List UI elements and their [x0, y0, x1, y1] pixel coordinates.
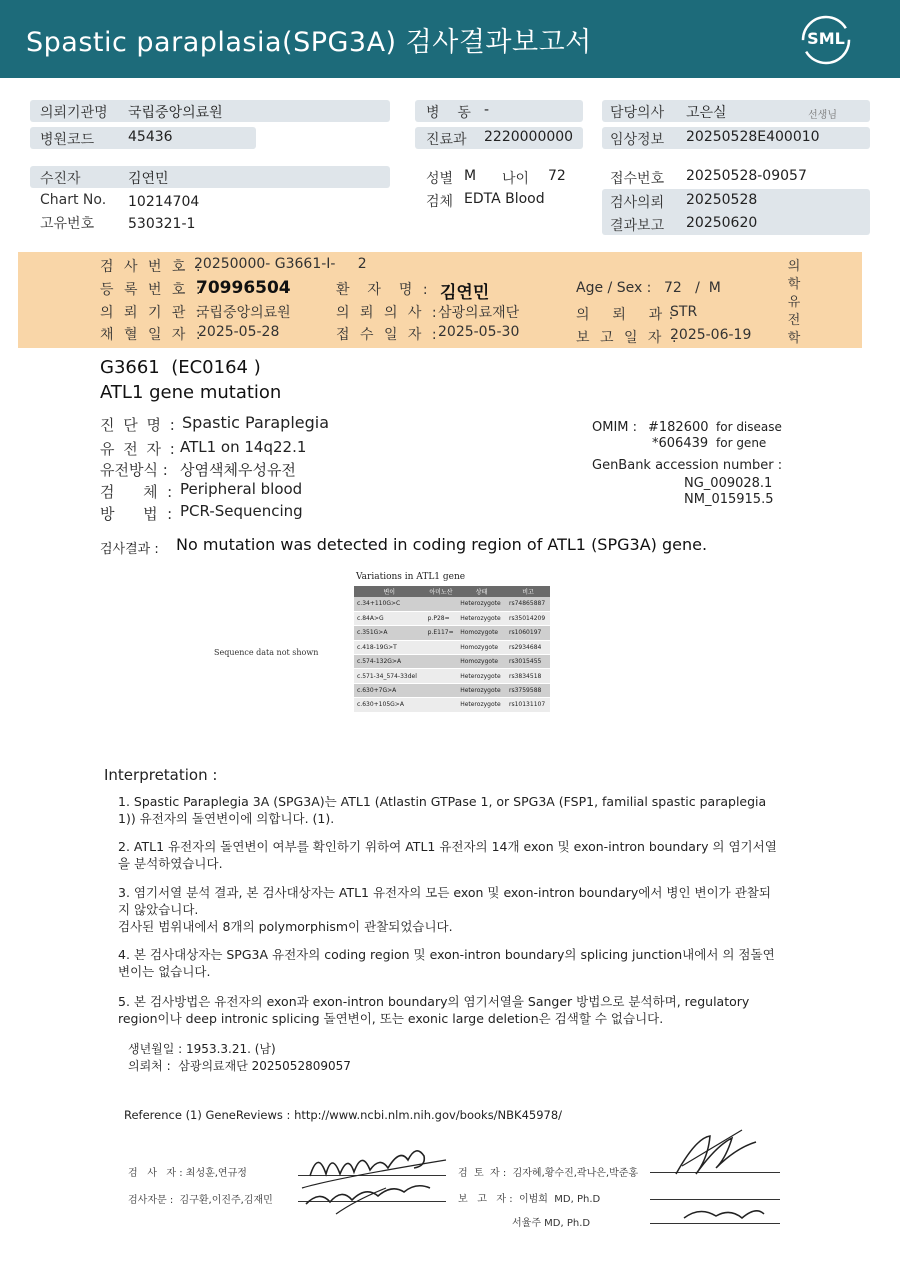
- variations-table: [354, 586, 550, 713]
- interpretation-p5: 5. 본 검사방법은 유전자의 exon과 exon-intron boundary의 염기서열을 Sanger 방법으로 분석하며, regulatory region이나 deep intronic splicing 돌연변이, 또는 exonic large deletion은 검색할 수 없습니다.: [118, 994, 750, 1026]
- amino-cell: p.P28=: [425, 611, 458, 625]
- band-test-no-label: 검 사 번 호 :: [100, 259, 204, 275]
- result-report-label: 결과보고: [610, 218, 665, 234]
- test-request-value: 20250528: [686, 192, 758, 208]
- requester-value: 국립중앙의료원: [128, 105, 223, 121]
- gene-label: 유 전 자 :: [100, 440, 177, 458]
- status-cell: Homozygote: [457, 655, 506, 669]
- report-title: Spastic paraplasia(SPG3A) 검사결과보고서: [26, 27, 592, 58]
- omim-disease: #182600: [648, 420, 709, 435]
- interpretation-heading: Interpretation :: [104, 766, 218, 784]
- band-inst: 국립중앙의료원: [196, 305, 291, 321]
- band-patient: 김연민: [440, 283, 490, 303]
- omim-disease-note: for disease: [716, 420, 782, 434]
- unique-label: 고유번호: [40, 216, 95, 232]
- band-receipt-label: 접 수 일 자 :: [336, 327, 440, 343]
- interpretation-p2: 2. ATL1 유전자의 돌연변이 여부를 확인하기 위하여 ATL1 유전자의 14개 exon 및 exon-intron boundary 의 염기서열을 분석하였습니다.: [118, 839, 777, 871]
- ward-label: 병 동: [426, 105, 471, 121]
- sml-logo: [800, 14, 852, 66]
- ward-value: -: [484, 102, 490, 118]
- dept-label: 진료과: [426, 132, 467, 148]
- status-cell: Heterozygote: [457, 698, 506, 712]
- amino-cell: [425, 683, 458, 697]
- omim-label: OMIM :: [592, 420, 638, 435]
- birth-date: 생년월일 : 1953.3.21. (남): [128, 1042, 276, 1056]
- amino-cell: [425, 669, 458, 683]
- hospital-code-label: 병원코드: [40, 132, 95, 148]
- receipt-label: 접수번호: [610, 171, 665, 187]
- variations-title: Variations in ATL1 gene: [356, 572, 466, 582]
- sequence-note: Sequence data not shown: [214, 648, 319, 657]
- unique-value: 530321-1: [128, 216, 196, 232]
- col-amino-acid: 아미노산: [425, 586, 458, 597]
- reference: Reference (1) GeneReviews : http://www.ncbi.nlm.nih.gov/books/NBK45978/: [124, 1108, 563, 1122]
- band-age-sex: 72 / M: [664, 280, 721, 296]
- reviewer-signature: [646, 1118, 786, 1230]
- band-age-sex-label: Age / Sex :: [576, 280, 652, 296]
- sex-label: 성별: [426, 171, 454, 187]
- amino-cell: [425, 640, 458, 654]
- tester: 검 사 자 : 최성훈,연규정: [128, 1168, 247, 1179]
- note-cell: rs3834518: [506, 669, 550, 683]
- interpretation-p3: 3. 염기서열 분석 결과, 본 검사대상자는 ATL1 유전자의 모든 exon 및 exon-intron boundary에서 병인 변이가 관찰되지 않았습니다.: [118, 885, 771, 917]
- logo-text: SML: [807, 29, 845, 48]
- requester-label: 의뢰기관명: [40, 105, 108, 121]
- note-cell: rs2934684: [506, 640, 550, 654]
- note-cell: rs10131107: [506, 698, 550, 712]
- patient-label: 수진자: [40, 171, 81, 187]
- amino-cell: p.E117=: [425, 626, 458, 640]
- receipt-value: 20250528-09057: [686, 168, 807, 184]
- band-patient-label: 환 자 명 :: [336, 282, 431, 298]
- result-text: No mutation was detected in coding region of ATL1 (SPG3A) gene.: [176, 535, 708, 554]
- reporter: 보 고 자 : 이범희 MD, Ph.D: [458, 1194, 601, 1205]
- referral-source: 의뢰처 : 삼광의료재단 2025052809057: [128, 1059, 351, 1073]
- method-label: 방 법 :: [100, 505, 173, 523]
- report-code: G3661 (EC0164 ): [100, 357, 261, 378]
- variant-cell: c.630+7G>A: [354, 683, 425, 697]
- age-value: 72: [548, 168, 566, 184]
- diagnosis-value: Spastic Paraplegia: [182, 413, 330, 432]
- variant-cell: c.571-34_574-33del: [354, 669, 425, 683]
- doctor-label: 담당의사: [610, 105, 665, 121]
- band-dept: STR: [670, 304, 698, 320]
- specimen-value: EDTA Blood: [464, 191, 545, 207]
- amino-cell: [425, 597, 458, 611]
- amino-cell: [425, 698, 458, 712]
- doctor-suffix: 선생님: [808, 110, 837, 121]
- band-doctor: 삼광의료재단: [438, 305, 520, 321]
- band-inst-label: 의 뢰 기 관 :: [100, 305, 204, 321]
- variant-cell: c.630+105G>A: [354, 698, 425, 712]
- variations-header-row: [354, 586, 550, 597]
- band-collect: 2025-05-28: [198, 324, 280, 340]
- table-row: [354, 669, 550, 683]
- variant-cell: c.418-19G>T: [354, 640, 425, 654]
- sex-value: M: [464, 168, 477, 184]
- band-dept-label: 의 뢰 과 :: [576, 307, 675, 323]
- age-label: 나이: [502, 171, 530, 187]
- col-status: 상태: [457, 586, 506, 597]
- advisor: 검사자문 : 김구환,이진주,김재민: [128, 1195, 273, 1206]
- result-label: 검사결과 :: [100, 542, 159, 557]
- note-cell: rs3015455: [506, 655, 550, 669]
- specimen-label-2: 검 체 :: [100, 483, 173, 501]
- inheritance-value: 상염색체우성유전: [180, 461, 296, 479]
- test-request-label: 검사의뢰: [610, 195, 665, 211]
- dept-vertical-label: 의학유전학: [787, 259, 801, 346]
- band-receipt: 2025-05-30: [438, 324, 520, 340]
- specimen-value-2: Peripheral blood: [180, 480, 303, 498]
- diagnosis-label: 진 단 명 :: [100, 416, 177, 434]
- variant-cell: c.574-132G>A: [354, 655, 425, 669]
- clinical-label: 임상정보: [610, 132, 665, 148]
- amino-cell: [425, 655, 458, 669]
- tester-signature: [296, 1130, 456, 1220]
- band-reg-no-label: 등 록 번 호 :: [100, 282, 204, 298]
- table-row: [354, 655, 550, 669]
- genbank-ng: NG_009028.1: [684, 476, 773, 491]
- inheritance-label: 유전방식 :: [100, 461, 168, 479]
- variant-cell: c.84A>G: [354, 611, 425, 625]
- dept-value: 2220000000: [484, 129, 574, 145]
- method-value: PCR-Sequencing: [180, 502, 303, 520]
- status-cell: Homozygote: [457, 640, 506, 654]
- hospital-code-value: 45436: [128, 129, 173, 145]
- variant-cell: c.351G>A: [354, 626, 425, 640]
- report-header: [0, 0, 900, 78]
- note-cell: rs74865887: [506, 597, 550, 611]
- note-cell: rs35014209: [506, 611, 550, 625]
- omim-gene-note: for gene: [716, 436, 767, 450]
- reviewer: 검 토 자 : 김자혜,황수진,곽나은,박준홍: [458, 1168, 639, 1179]
- doctor-value: 고은실: [686, 105, 727, 121]
- table-row: [354, 640, 550, 654]
- table-row: [354, 611, 550, 625]
- band-report: 2025-06-19: [670, 327, 752, 343]
- interpretation-p4: 4. 본 검사대상자는 SPG3A 유전자의 coding region 및 exon-intron boundary의 splicing junction내에서 의 점돌연변이는 없습니다.: [118, 947, 775, 979]
- status-cell: Heterozygote: [457, 597, 506, 611]
- gene-value: ATL1 on 14q22.1: [180, 438, 307, 456]
- omim-gene: *606439: [652, 436, 709, 451]
- status-cell: Homozygote: [457, 626, 506, 640]
- table-row: [354, 626, 550, 640]
- chart-value: 10214704: [128, 194, 200, 210]
- table-row: [354, 597, 550, 611]
- interpretation-p1: 1. Spastic Paraplegia 3A (SPG3A)는 ATL1 (Atlastin GTPase 1, or SPG3A (FSP1, familial spastic paraplegia 1)) 유전자의 돌연변이에 의합니다. (1).: [118, 794, 767, 826]
- specimen-label: 검체: [426, 194, 454, 210]
- clinical-value: 20250528E400010: [686, 129, 820, 145]
- status-cell: Heterozygote: [457, 683, 506, 697]
- variant-cell: c.34+110G>C: [354, 597, 425, 611]
- band-report-label: 보 고 일 자 :: [576, 330, 680, 346]
- band-doctor-label: 의 뢰 의 사 :: [336, 305, 440, 321]
- note-cell: rs1060197: [506, 626, 550, 640]
- table-row: [354, 698, 550, 712]
- col-variant: 변이: [354, 586, 425, 597]
- band-test-no: 20250000- G3661-I- 2: [194, 256, 367, 272]
- note-cell: rs3759588: [506, 683, 550, 697]
- gene-title: ATL1 gene mutation: [100, 382, 282, 403]
- result-report-value: 20250620: [686, 215, 758, 231]
- interpretation-p3-polymorphism: 검사된 범위내에서 8개의 polymorphism이 관찰되었습니다.: [118, 919, 453, 934]
- status-cell: Heterozygote: [457, 611, 506, 625]
- band-reg-no: 70996504: [196, 278, 291, 298]
- band-collect-label: 채 혈 일 자 :: [100, 327, 204, 343]
- chart-label: Chart No.: [40, 192, 107, 208]
- col-note: 비고: [506, 586, 550, 597]
- table-row: [354, 683, 550, 697]
- patient-value: 김연민: [128, 171, 169, 187]
- status-cell: Heterozygote: [457, 669, 506, 683]
- reporter-2: 서율주 MD, Ph.D: [512, 1218, 591, 1229]
- patient-row: [30, 166, 390, 188]
- genbank-nm: NM_015915.5: [684, 492, 774, 507]
- genbank-label: GenBank accession number :: [592, 458, 783, 473]
